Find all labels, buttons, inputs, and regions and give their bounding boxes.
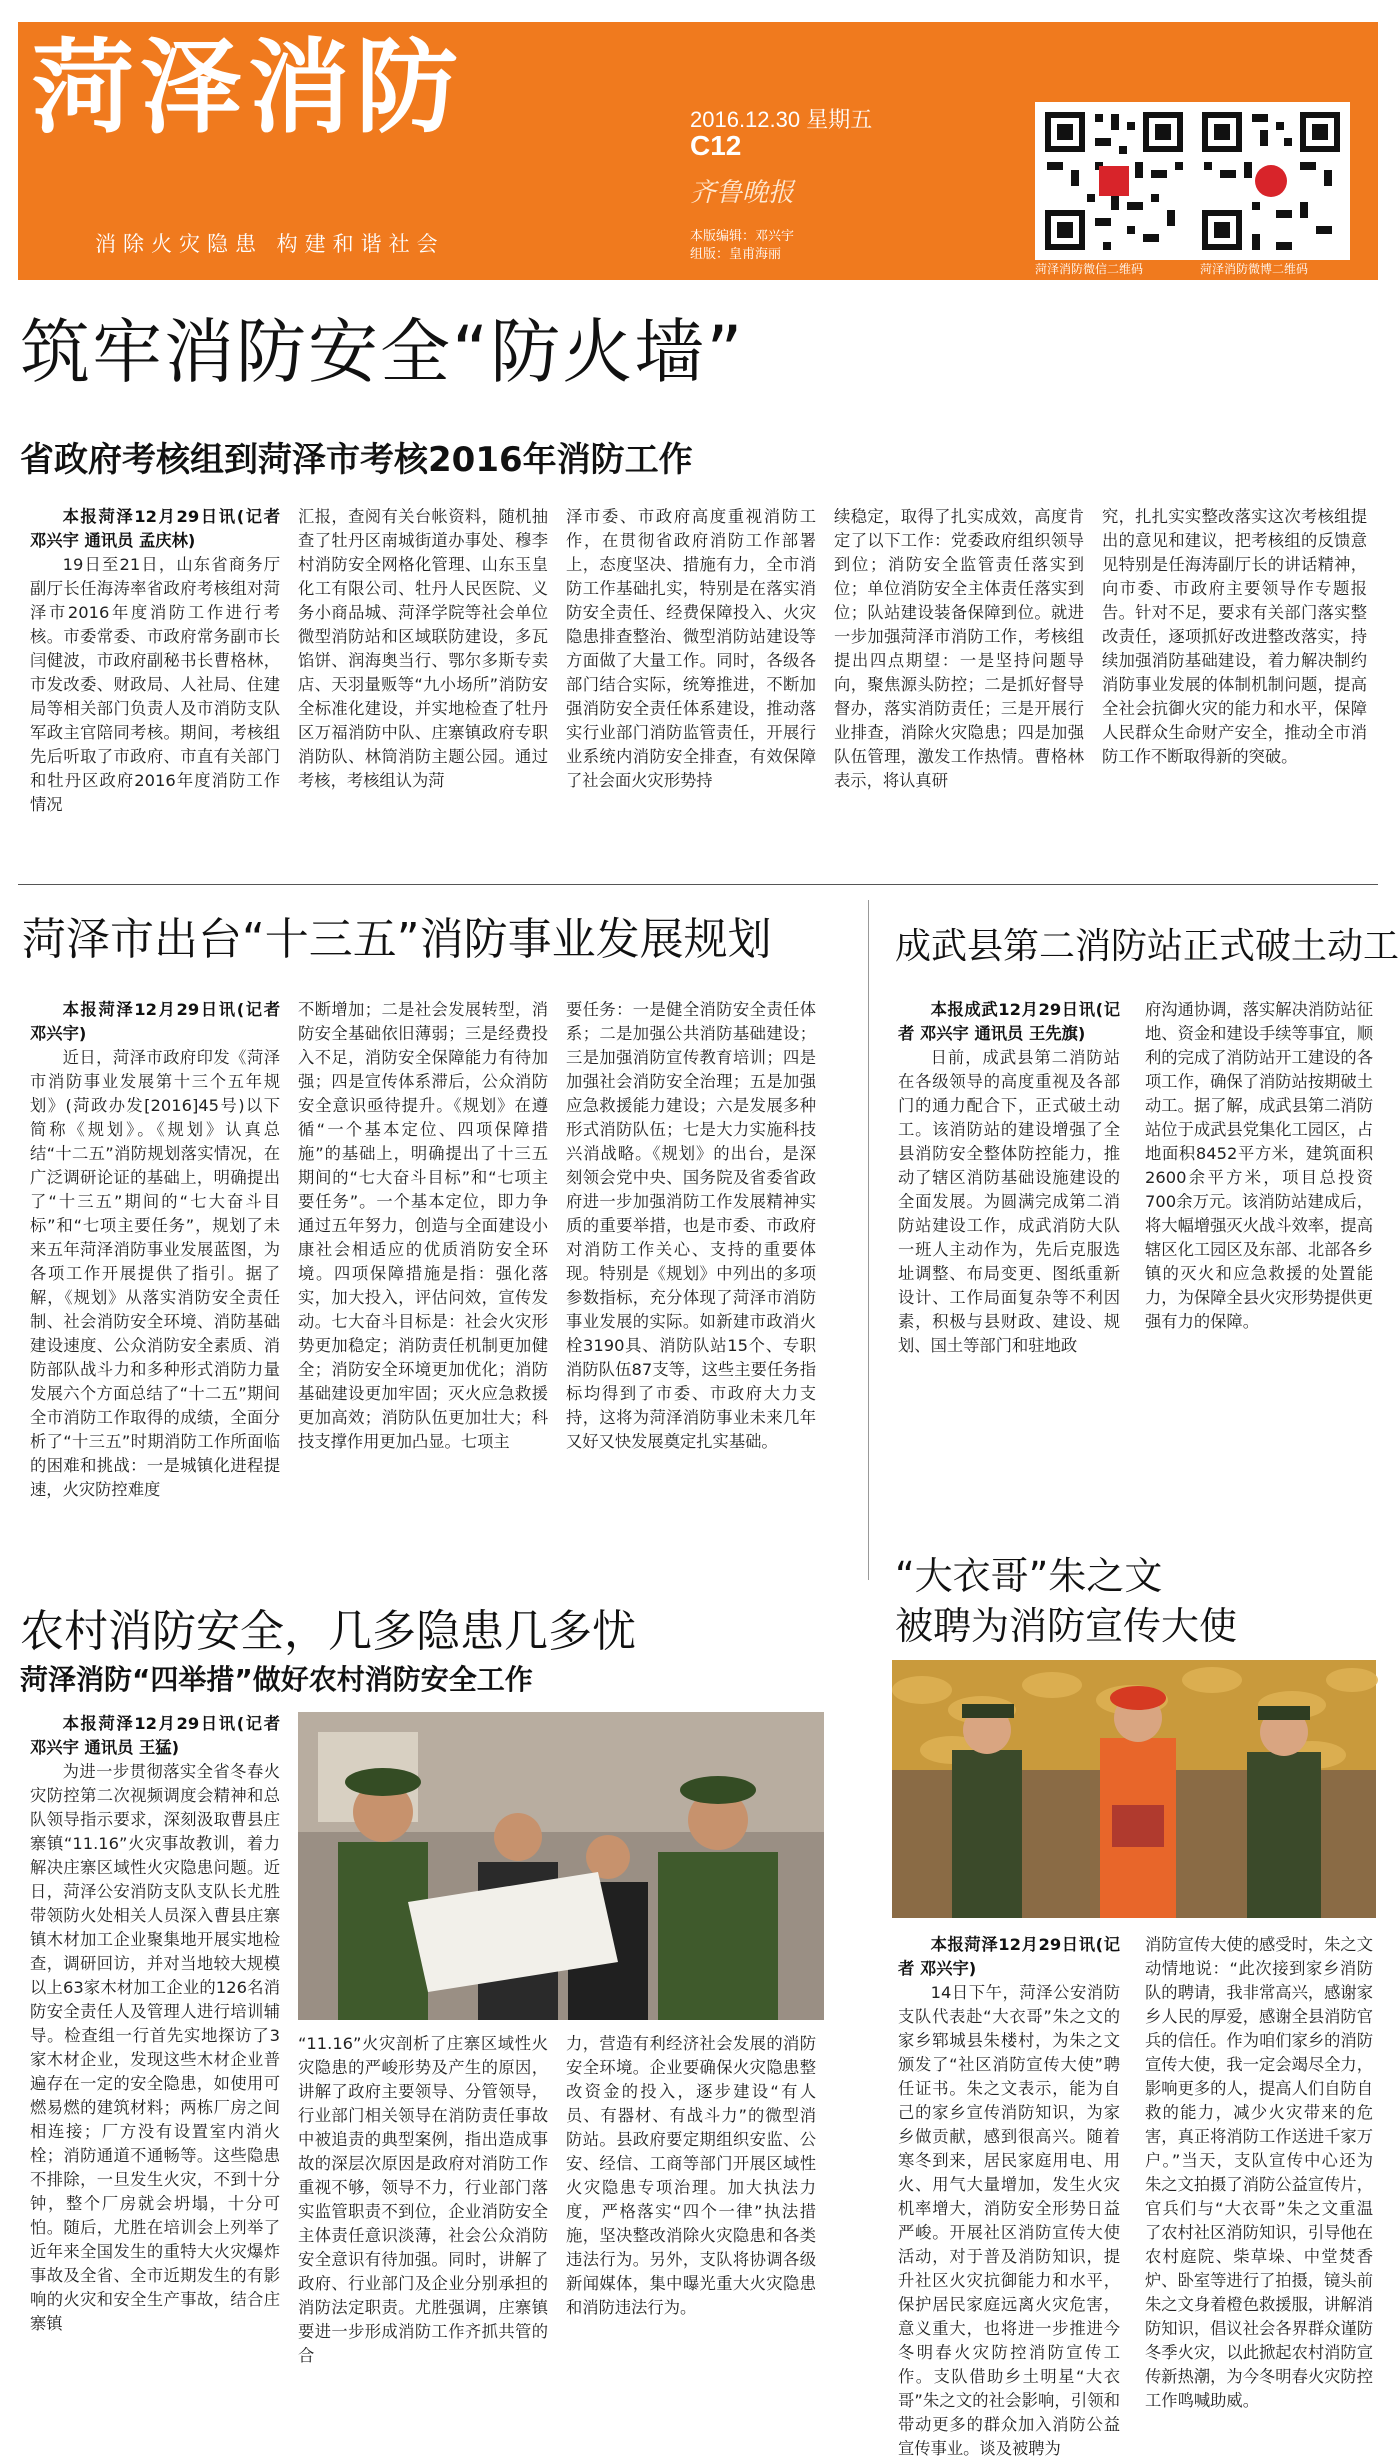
article5-col-2	[298, 2032, 548, 2382]
column-divider	[868, 900, 869, 1580]
article1-col-5-text: 究，扎扎实实整改落实这次考核组提出的意见和建议，把考核组的反馈意见特别是任海涛副厅长的讲话精神，向市委、市政府主要领导作专题报告。针对不足，要求有关部门落实整改责任，逐项抓好改进整改落实，持续加强消防基础建设，着力解决制约消防事业发展的体制机制问题，提高全社会抗御火灾的能力和水平，保障人民群众生命财产安全，推动全市消防工作不断取得新的突破。	[1102, 507, 1367, 766]
article4-col-2	[1145, 1933, 1373, 2410]
article5-col-1-text: 为进一步贯彻落实全省冬春火灾防控第二次视频调度会精神和总队领导指示要求，深刻汲取曹县庄寨镇“11.16”火灾事故教训，着力解决庄寨区域性火灾隐患问题。近日，菏泽公安消防支队支队长尤胜带领防火处相关人员深入曹县庄寨镇木材加工企业聚集地开展实地检查，调研回访，并对当地较大规模以上63家木材加工企业的126名消防安全责任人及管理人进行培训辅导。检查组一行首先实地探访了3家木材企业，发现这些木材企业普遍存在一定的安全隐患，如使用可燃易燃的建筑材料；两栋厂房之间相连接；厂方没有设置室内消火栓；消防通道不通畅等。这些隐患不排除，一旦发生火灾，不到十分钟，整个厂房就会坍塌，十分可怕。随后，尤胜在培训会上列举了近年来全国发生的重特大火灾爆炸事故及全省、全市近期发生的有影响的火灾和安全生产事故，结合庄寨镇	[30, 1762, 280, 2333]
article3-headline: 成武县第二消防站正式破土动工	[895, 926, 1399, 967]
section-divider	[18, 884, 1378, 885]
article5-col-2-text: “11.16”火灾剖析了庄寨区域性火灾隐患的严峻形势及产生的原因，讲解了政府主要领导、分管领导，行业部门相关领导在消防责任事故中被追责的典型案例，指出造成事故的深层次原因是政府对消防工作重视不够，领导不力，行业部门落实监管职责不到位，企业消防安全主体责任意识淡薄，社会公众消防安全意识有待加强。同时，讲解了政府、行业部门及企业分别承担的消防法定职责。尤胜强调，庄寨镇要进一步形成消防工作齐抓共管的合	[298, 2034, 548, 2365]
slogan: 消除火灾隐患 构建和谐社会	[95, 232, 445, 256]
article5-col-3	[566, 2032, 816, 2382]
wechat-qr-caption: 菏泽消防微信二维码	[1035, 262, 1144, 276]
article3-col-1	[898, 998, 1120, 1528]
article2-byline: 本报菏泽12月29日讯(记者 邓兴宇)	[30, 1000, 280, 1043]
article1-col-1-text: 19日至21日，山东省商务厅副厅长任海涛率省政府考核组对菏泽市2016年度消防工作进行考核。市委常委、市政府常务副市长闫健波，市政府副秘书长曹格林，市发改委、财政局、人社局、住建局等相关部门负责人及市消防支队军政主官陪同考核。期间，考核组先后听取了市政府、市直有关部门和牡丹区政府2016年度消防工作情况	[30, 555, 280, 814]
page-number: C12	[690, 130, 742, 161]
inspection-photo	[298, 1712, 824, 2020]
qr-code-icon	[1196, 106, 1346, 256]
qr-code-icon	[1039, 106, 1189, 256]
article4-col-1-text: 14日下午，菏泽公安消防支队代表赴“大衣哥”朱之文的家乡郓城县朱楼村，为朱之文颁发了“社区消防宣传大使”聘任证书。朱之文表示，能为自己的家乡宣传消防知识，为家乡做贡献，感到很高兴。随着寒冬到来，居民家庭用电、用火、用气大量增加，发生火灾机率增大，消防安全形势日益严峻。开展社区消防宣传大使活动，对于普及消防知识，提升社区火灾抗御能力和水平，保护居民家庭远离火灾危害，意义重大，也将进一步推进今冬明春火灾防控消防宣传工作。支队借助乡土明星“大衣哥”朱之文的社会影响，引领和带动更多的群众加入消防公益宣传事业。谈及被聘为	[898, 1983, 1120, 2458]
article2-headline: 菏泽市出台“十三五”消防事业发展规划	[22, 914, 772, 965]
article2-col-1-text: 近日，菏泽市政府印发《菏泽市消防事业发展第十三个五年规划》(菏政办发[2016]45号)以下简称《规划》。《规划》认真总结“十二五”消防规划落实情况，在广泛调研论证的基础上，明确提出了“十三五”期间的“七大奋斗目标”和“七项主要任务”，规划了未来五年菏泽消防事业发展蓝图，为各项工作开展提供了指引。据了解，《规划》从落实消防安全责任制、社会消防安全环境、消防基础建设速度、公众消防安全素质、消防部队战斗力和多种形式消防力量发展六个方面总结了“十二五”期间全市消防工作取得的成绩，全面分析了“十三五”时期消防工作所面临的困难和挑战：一是城镇化进程提速，火灾防控难度	[30, 1048, 280, 1499]
article5-col-3-text: 力，营造有利经济社会发展的消防安全环境。企业要确保火灾隐患整改资金的投入，逐步建设“有人员、有器材、有战斗力”的微型消防站。县政府要定期组织安监、公安、经信、工商等部门开展区域性火灾隐患专项治理。加大执法力度，严格落实“四个一律”执法措施，坚决整改消除火灾隐患和各类违法行为。另外，支队将协调各级新闻媒体，集中曝光重大火灾隐患和消防违法行为。	[566, 2034, 816, 2317]
brand-logo: 齐鲁晚报	[690, 178, 795, 208]
article1-col-4	[834, 505, 1084, 897]
weibo-qr-code[interactable]	[1192, 102, 1350, 260]
wechat-qr-code[interactable]	[1035, 102, 1193, 260]
layout-name: 组版：皇甫海丽	[690, 247, 782, 262]
article1-col-2	[298, 505, 548, 897]
article1-subhead: 省政府考核组到菏泽市考核2016年消防工作	[20, 440, 693, 480]
ceremony-photo-image	[892, 1660, 1376, 1918]
article2-col-1	[30, 998, 280, 1576]
article1-col-1	[30, 505, 280, 897]
article2-col-3-text: 要任务：一是健全消防安全责任体系；二是加强公共消防基础建设；三是加强消防宣传教育培训；四是加强社会消防安全治理；五是加强应急救援能力建设；六是发展多种形式消防队伍；七是大力实施科技兴消战略。《规划》的出台，是深刻领会党中央、国务院及省委省政府进一步加强消防工作发展精神实质的重要举措，也是市委、市政府对消防工作关心、支持的重要体现。特别是《规划》中列出的多项参数指标，充分体现了菏泽市消防事业发展的实际。如新建市政消火栓3190具、消防队站15个、专职消防队伍87支等，这些主要任务指标均得到了市委、市政府大力支持，这将为菏泽消防事业未来几年又好又快发展奠定扎实基础。	[566, 1000, 816, 1451]
article3-col-2	[1145, 998, 1373, 1528]
article2-col-2	[298, 998, 548, 1576]
paper-title: 菏泽消防	[32, 29, 464, 148]
article4-byline: 本报菏泽12月29日讯(记者 邓兴宇)	[898, 1935, 1120, 1978]
editor-name: 本版编辑：邓兴宇	[690, 229, 795, 244]
article1-col-2-text: 汇报，查阅有关台帐资料，随机抽查了牡丹区南城街道办事处、穆李村消防安全网格化管理、山东玉皇化工有限公司、牡丹人民医院、义务小商品城、菏泽学院等社会单位微型消防站和区域联防建设，多瓦馅饼、润海奥当行、鄂尔多斯专卖店、天羽量贩等“九小场所”消防安全标准化建设，并实地检查了牡丹区万福消防中队、庄寨镇政府专职消防队、林筒消防主题公园。通过考核，考核组认为菏	[298, 507, 548, 790]
article1-col-3-text: 泽市委、市政府高度重视消防工作，在贯彻省政府消防工作部署上，态度坚决、措施有力，全市消防工作基础扎实，特别是在落实消防安全责任、经费保障投入、火灾隐患排查整治、微型消防站建设等方面做了大量工作。同时，各级各部门结合实际，统筹推进，不断加强消防安全责任体系建设，推动落实行业部门消防监管责任，开展行业系统内消防安全排查，有效保障了社会面火灾形势持	[566, 507, 816, 790]
weibo-qr-caption: 菏泽消防微博二维码	[1200, 262, 1309, 276]
article3-col-2-text: 府沟通协调，落实解决消防站征地、资金和建设手续等事宜，顺利的完成了消防站开工建设的各项工作，确保了消防站按期破土动工。据了解，成武县第二消防站位于成武县党集化工园区，占地面积8452平方米，建筑面积2600余平方米，项目总投资700余万元。该消防站建成后，将大幅增强灭火战斗效率，提高辖区化工园区及东部、北部各乡镇的灭火和应急救援的处置能力，为保障全县火灾形势提供更强有力的保障。	[1145, 1000, 1373, 1331]
article5-subhead: 菏泽消防“四举措”做好农村消防安全工作	[20, 1663, 533, 1696]
article2-col-2-text: 不断增加；二是社会发展转型，消防安全基础依旧薄弱；三是经费投入不足，消防安全保障能力有待加强；四是宣传体系滞后，公众消防安全意识亟待提升。《规划》在遵循“一个基本定位、四项保障措施”的基础上，明确提出了十三五期间的“七大奋斗目标”和“七项主要任务”。一个基本定位，即力争通过五年努力，创造与全面建设小康社会相适应的优质消防安全环境。四项保障措施是指：强化落实，加大投入，评估问效，宣传发动。七大奋斗目标是：社会火灾形势更加稳定；消防责任机制更加健全；消防安全环境更加优化；消防基础建设更加牢固；灭火应急救援更加高效；消防队伍更加壮大；科技支撑作用更加凸显。七项主	[298, 1000, 548, 1451]
article5-byline: 本报菏泽12月29日讯(记者 邓兴宇 通讯员 王猛)	[30, 1714, 280, 1757]
article1-col-3	[566, 505, 816, 897]
article5-headline: 农村消防安全，几多隐患几多忧	[20, 1606, 636, 1657]
article4-headline-2: 被聘为消防宣传大使	[895, 1604, 1238, 1648]
article4-col-2-text: 消防宣传大使的感受时，朱之文动情地说：“此次接到家乡消防队的聘请，我非常高兴，感谢家乡人民的厚爱，感谢全县消防官兵的信任。作为咱们家乡的消防宣传大使，我一定会竭尽全力，影响更多的人，提高人们自防自救的能力，减少火灾带来的危害，真正将消防工作送进千家万户。”当天，支队宣传中心还为朱之文拍摄了消防公益宣传片，官兵们与“大衣哥”朱之文重温了农村社区消防知识，引导他在农村庭院、柴草垛、中堂焚香炉、卧室等进行了拍摄，镜头前朱之文身着橙色救援服，讲解消防知识，倡议社会各界群众谨防冬季火灾，以此掀起农村消防宣传新热潮，为今冬明春火灾防控工作鸣喊助威。	[1145, 1935, 1373, 2410]
article1-byline: 本报菏泽12月29日讯(记者 邓兴宇 通讯员 孟庆林)	[30, 507, 280, 550]
article3-byline: 本报成武12月29日讯(记者 邓兴宇 通讯员 王先旗)	[898, 1000, 1120, 1043]
editor-credits	[690, 228, 890, 264]
article1-col-5	[1102, 505, 1367, 897]
inspection-photo-image	[298, 1712, 824, 2020]
article4-headline: “大衣哥”朱之文	[895, 1554, 1163, 1598]
article3-col-1-text: 日前，成武县第二消防站在各级领导的高度重视及各部门的通力配合下，正式破土动工。该消防站的建设增强了全县消防安全整体防控能力，推动了辖区消防基础设施建设的全面发展。为圆满完成第二消防站建设工作，成武消防大队一班人主动作为，先后克服选址调整、布局变更、图纸重新设计、工作局面复杂等不利因素，积极与县财政、建设、规划、国土等部门和驻地政	[898, 1048, 1120, 1355]
issue-date: 2016.12.30 星期五	[690, 107, 873, 132]
article1-headline: 筑牢消防安全“防火墙”	[20, 311, 745, 393]
article5-col-1	[30, 1712, 280, 2382]
article1-col-4-text: 续稳定，取得了扎实成效，高度肯定了以下工作：党委政府组织领导到位；消防安全监管责任落实到位；单位消防安全主体责任落实到位；队站建设装备保障到位。就进一步加强菏泽市消防工作，考核组提出四点期望：一是坚持问题导向，聚焦源头防控；二是抓好督导督办，落实消防责任；三是开展行业排查，消除火灾隐患；四是加强队伍管理，激发工作热情。曹格林表示，将认真研	[834, 507, 1084, 790]
daiyige-photo	[892, 1660, 1376, 1918]
article4-col-1	[898, 1933, 1120, 2458]
article2-col-3	[566, 998, 816, 1576]
